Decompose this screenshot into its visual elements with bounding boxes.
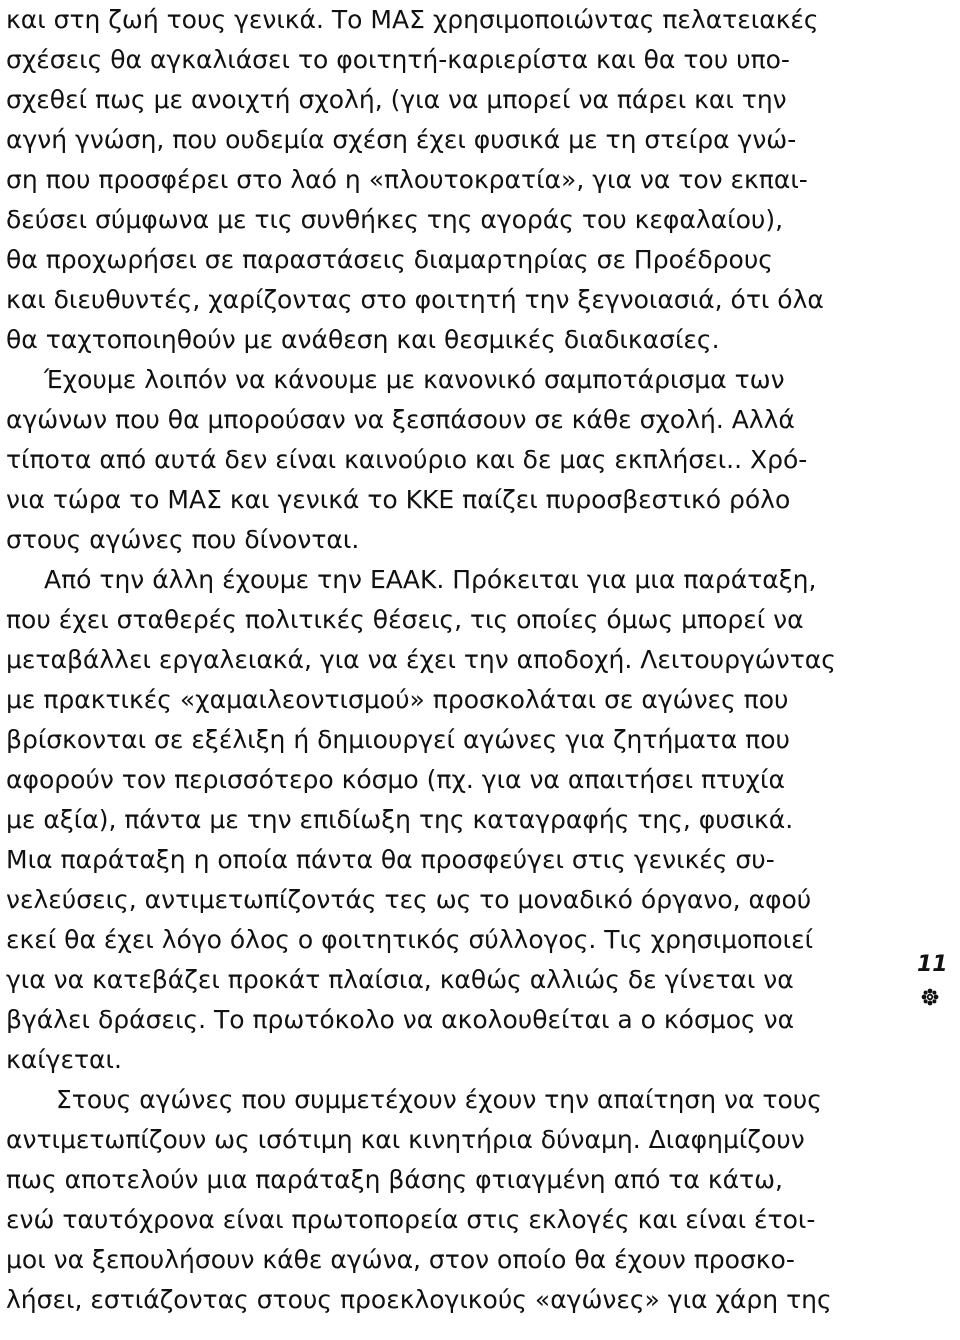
text-line: δεύσει σύμφωνα με τις συνθήκες της αγοράς του κεφαλαίου), (6, 205, 784, 234)
paragraph-start-line: Από την άλλη έχουμε την ΕΑΑΚ. Πρόκειται για μια παράταξη, (44, 565, 817, 594)
flower-ornament-icon (921, 988, 939, 1006)
page-number: 11 (917, 952, 948, 977)
text-line: ση που προσφέρει στο λαό η «πλουτοκρατία», για να τον εκπαι- (6, 165, 808, 194)
body-text (6, 0, 856, 1320)
text-line: μεταβάλλει εργαλειακά, για να έχει την αποδοχή. Λειτουργώντας (6, 645, 836, 674)
text-line: λήσει, εστιάζοντας στους προεκλογικούς «αγώνες» για χάρη της (6, 1285, 832, 1314)
text-line: και διευθυντές, χαρίζοντας στο φοιτητή την ξεγνοιασιά, ότι όλα (6, 285, 824, 314)
text-line: σχέσεις θα αγκαλιάσει το φοιτητή-καριερίστα και θα του υπο- (6, 45, 790, 74)
text-line: βγάλει δράσεις. Το πρωτόκολο να ακολουθείται a ο κόσμος να (6, 1005, 795, 1034)
text-line: νελεύσεις, αντιμετωπίζοντάς τες ως το μοναδικό όργανο, αφού (6, 885, 812, 914)
text-line: με πρακτικές «χαμαιλεοντισμού» προσκολάται σε αγώνες που (6, 685, 789, 714)
text-line: βρίσκονται σε εξέλιξη ή δημιουργεί αγώνες για ζητήματα που (6, 725, 790, 754)
text-line: εκεί θα έχει λόγο όλος ο φοιτητικός σύλλογος. Τις χρησιμοποιεί (6, 925, 814, 954)
text-line: αγώνων που θα μπορούσαν να ξεσπάσουν σε κάθε σχολή. Αλλά (6, 405, 795, 434)
text-line: που έχει σταθερές πολιτικές θέσεις, τις οποίες όμως μπορεί να (6, 605, 804, 634)
text-line: μοι να ξεπουλήσουν κάθε αγώνα, στον οποίο θα έχουν προσκο- (6, 1245, 795, 1274)
text-line: Μια παράταξη η οποία πάντα θα προσφεύγει στις γενικές συ- (6, 845, 775, 874)
paragraph-start-line: Στους αγώνες που συμμετέχουν έχουν την απαίτηση να τους (56, 1085, 822, 1114)
text-line: σχεθεί πως με ανοιχτή σχολή, (για να μπορεί να πάρει και την (6, 85, 787, 114)
text-line: ενώ ταυτόχρονα είναι πρωτοπορεία στις εκλογές και είναι έτοι- (6, 1205, 816, 1234)
text-line: θα ταχτοποιηθούν με ανάθεση και θεσμικές διαδικασίες. (6, 325, 720, 354)
text-line: τίποτα από αυτά δεν είναι καινούριο και δε μας εκπλήσει.. Χρό- (6, 445, 808, 474)
text-line: αντιμετωπίζουν ως ισότιμη και κινητήρια δύναμη. Διαφημίζουν (6, 1125, 805, 1154)
text-line: με αξία), πάντα με την επιδίωξη της καταγραφής της, φυσικά. (6, 805, 794, 834)
text-line: καίγεται. (6, 1045, 122, 1074)
text-line: θα προχωρήσει σε παραστάσεις διαμαρτηρίας σε Προέδρους (6, 245, 773, 274)
text-line: για να κατεβάζει προκάτ πλαίσια, καθώς αλλιώς δε γίνεται να (6, 965, 794, 994)
text-line: πως αποτελούν μια παράταξη βάσης φτιαγμένη από τα κάτω, (6, 1165, 783, 1194)
text-line: νια τώρα το ΜΑΣ και γενικά το ΚΚΕ παίζει πυροσβεστικό ρόλο (6, 485, 791, 514)
paragraph-start-line: Έχουμε λοιπόν να κάνουμε με κανονικό σαμποτάρισμα των (44, 365, 785, 394)
text-line: αφορούν τον περισσότερο κόσμο (πχ. για να απαιτήσει πτυχία (6, 765, 785, 794)
text-line: και στη ζωή τους γενικά. Το ΜΑΣ χρησιμοποιώντας πελατειακές (6, 5, 819, 34)
text-line: αγνή γνώση, που ουδεμία σχέση έχει φυσικά με τη στείρα γνώ- (6, 125, 797, 154)
text-line: στους αγώνες που δίνονται. (6, 525, 360, 554)
